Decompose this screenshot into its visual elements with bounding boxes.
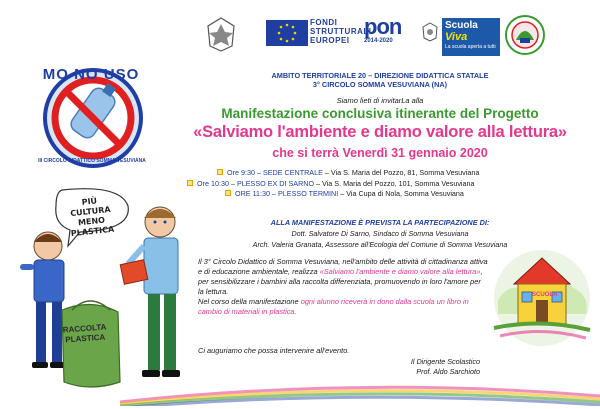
guest-assessore: Arch. Valeria Granata, Assessore all'Ecologia del Comune di Somma Vesuviana [252, 240, 508, 249]
paragraph-text: Nel corso della manifestazione [198, 297, 301, 306]
signature-name: Prof. Aldo Sarchioto [416, 367, 480, 376]
paragraph-text: , per sensibilizzare i bambini alla raccolta differenziata, promuovendo in loro l'amore per la lettura. [198, 267, 483, 296]
logo-title: MO NO USO [42, 66, 140, 83]
schedule-time: Ore 10:30 – PLESSO EX DI SARNO [197, 178, 315, 188]
ambito-heading: AMBITO TERRITORIALE 20 – DIREZIONE DIDATTICA STATALE [271, 71, 489, 80]
pon-label: pon [364, 14, 402, 39]
schedule-item [150, 168, 600, 179]
schedule-item [150, 179, 600, 190]
fondi-strutturali-label: FONDI STRUTTURALI EUROPEI [310, 18, 372, 45]
schedule-item [150, 189, 600, 200]
schedule-place: – Via Cupa di Nola, Somma Vesuviana [338, 189, 464, 198]
school-sign-text: SCUOLA [532, 292, 558, 298]
circolo-heading: 3° CIRCOLO SOMMA VESUVIANA (NA) [312, 80, 448, 89]
eu-flag-icon [266, 20, 308, 46]
closing-wish: Ci auguriamo che possa intervenire all'evento. [198, 346, 350, 355]
regione-campania-emblem-icon [504, 14, 546, 56]
signature-role: Il Dirigente Scolastico [410, 357, 480, 366]
viva-label: Viva [445, 31, 468, 43]
schedule-place: – Via S. Maria del Pozzo, 81, Somma Vesuviana [322, 168, 480, 177]
project-title: «Salviamo l'ambiente e diamo valore alla lettura» [193, 123, 567, 141]
italian-republic-emblem-icon [206, 16, 236, 52]
logo-subtitle: III CIRCOLO DIDATTICO SOMMA VESUVIANA [38, 158, 146, 164]
schedule-list [150, 168, 600, 200]
pon-years: 2014-2020 [364, 38, 393, 44]
event-date: che si terrà Venerdì 31 gennaio 2020 [272, 146, 488, 160]
pon-logo [364, 16, 420, 50]
rainbow-swoosh-decoration [120, 382, 600, 406]
paragraph-text: Il 3° Circolo Didattico di Somma Vesuviana, nell'ambito delle attività di cittadinanza attiva e di educazione ambientale, realizza [198, 257, 488, 276]
manifestazione-title: Manifestazione conclusiva itinerante del Progetto [221, 106, 539, 121]
paragraph-highlight: «Salviamo l'ambiente e diamo valore alla lettura» [319, 267, 481, 276]
scuola-label: Scuola [445, 20, 478, 31]
schedule-place: – Via S. Maria del Pozzo, 101, Somma Vesuviana [314, 178, 475, 188]
schedule-time: Ore 9:30 – SEDE CENTRALE [227, 168, 323, 177]
invitation-line: Siamo lieti di invitarLa alla [336, 96, 424, 105]
scuola-viva-logo [442, 18, 500, 56]
mo-no-uso-logo [18, 58, 168, 178]
description-paragraph [198, 257, 488, 317]
paragraph-highlight: ogni alunno riceverà in dono dalla scuola un libro in cambio di materiali in plastica. [198, 297, 469, 316]
guest-mayor: Dott. Salvatore Di Sarno, Sindaco di Somma Vesuviana [291, 229, 469, 238]
bullet-icon [225, 190, 231, 196]
scuola-viva-tagline: La scuola aperta a tutti [445, 44, 496, 50]
bullet-icon [187, 180, 193, 186]
speech-bubble-text: PIÙ CULTURA MENO PLASTICA [69, 196, 115, 239]
bullet-icon [217, 169, 223, 175]
participation-heading: ALLA MANIFESTAZIONE È PREVISTA LA PARTECIPAZIONE DI: [270, 218, 490, 227]
header-logos [206, 14, 576, 62]
miur-emblem-icon [422, 22, 438, 42]
recycling-bag-label: RACCOLTA PLASTICA [62, 322, 107, 345]
schedule-time: ORE 11:30 – PLESSO TERMINI [235, 189, 339, 198]
